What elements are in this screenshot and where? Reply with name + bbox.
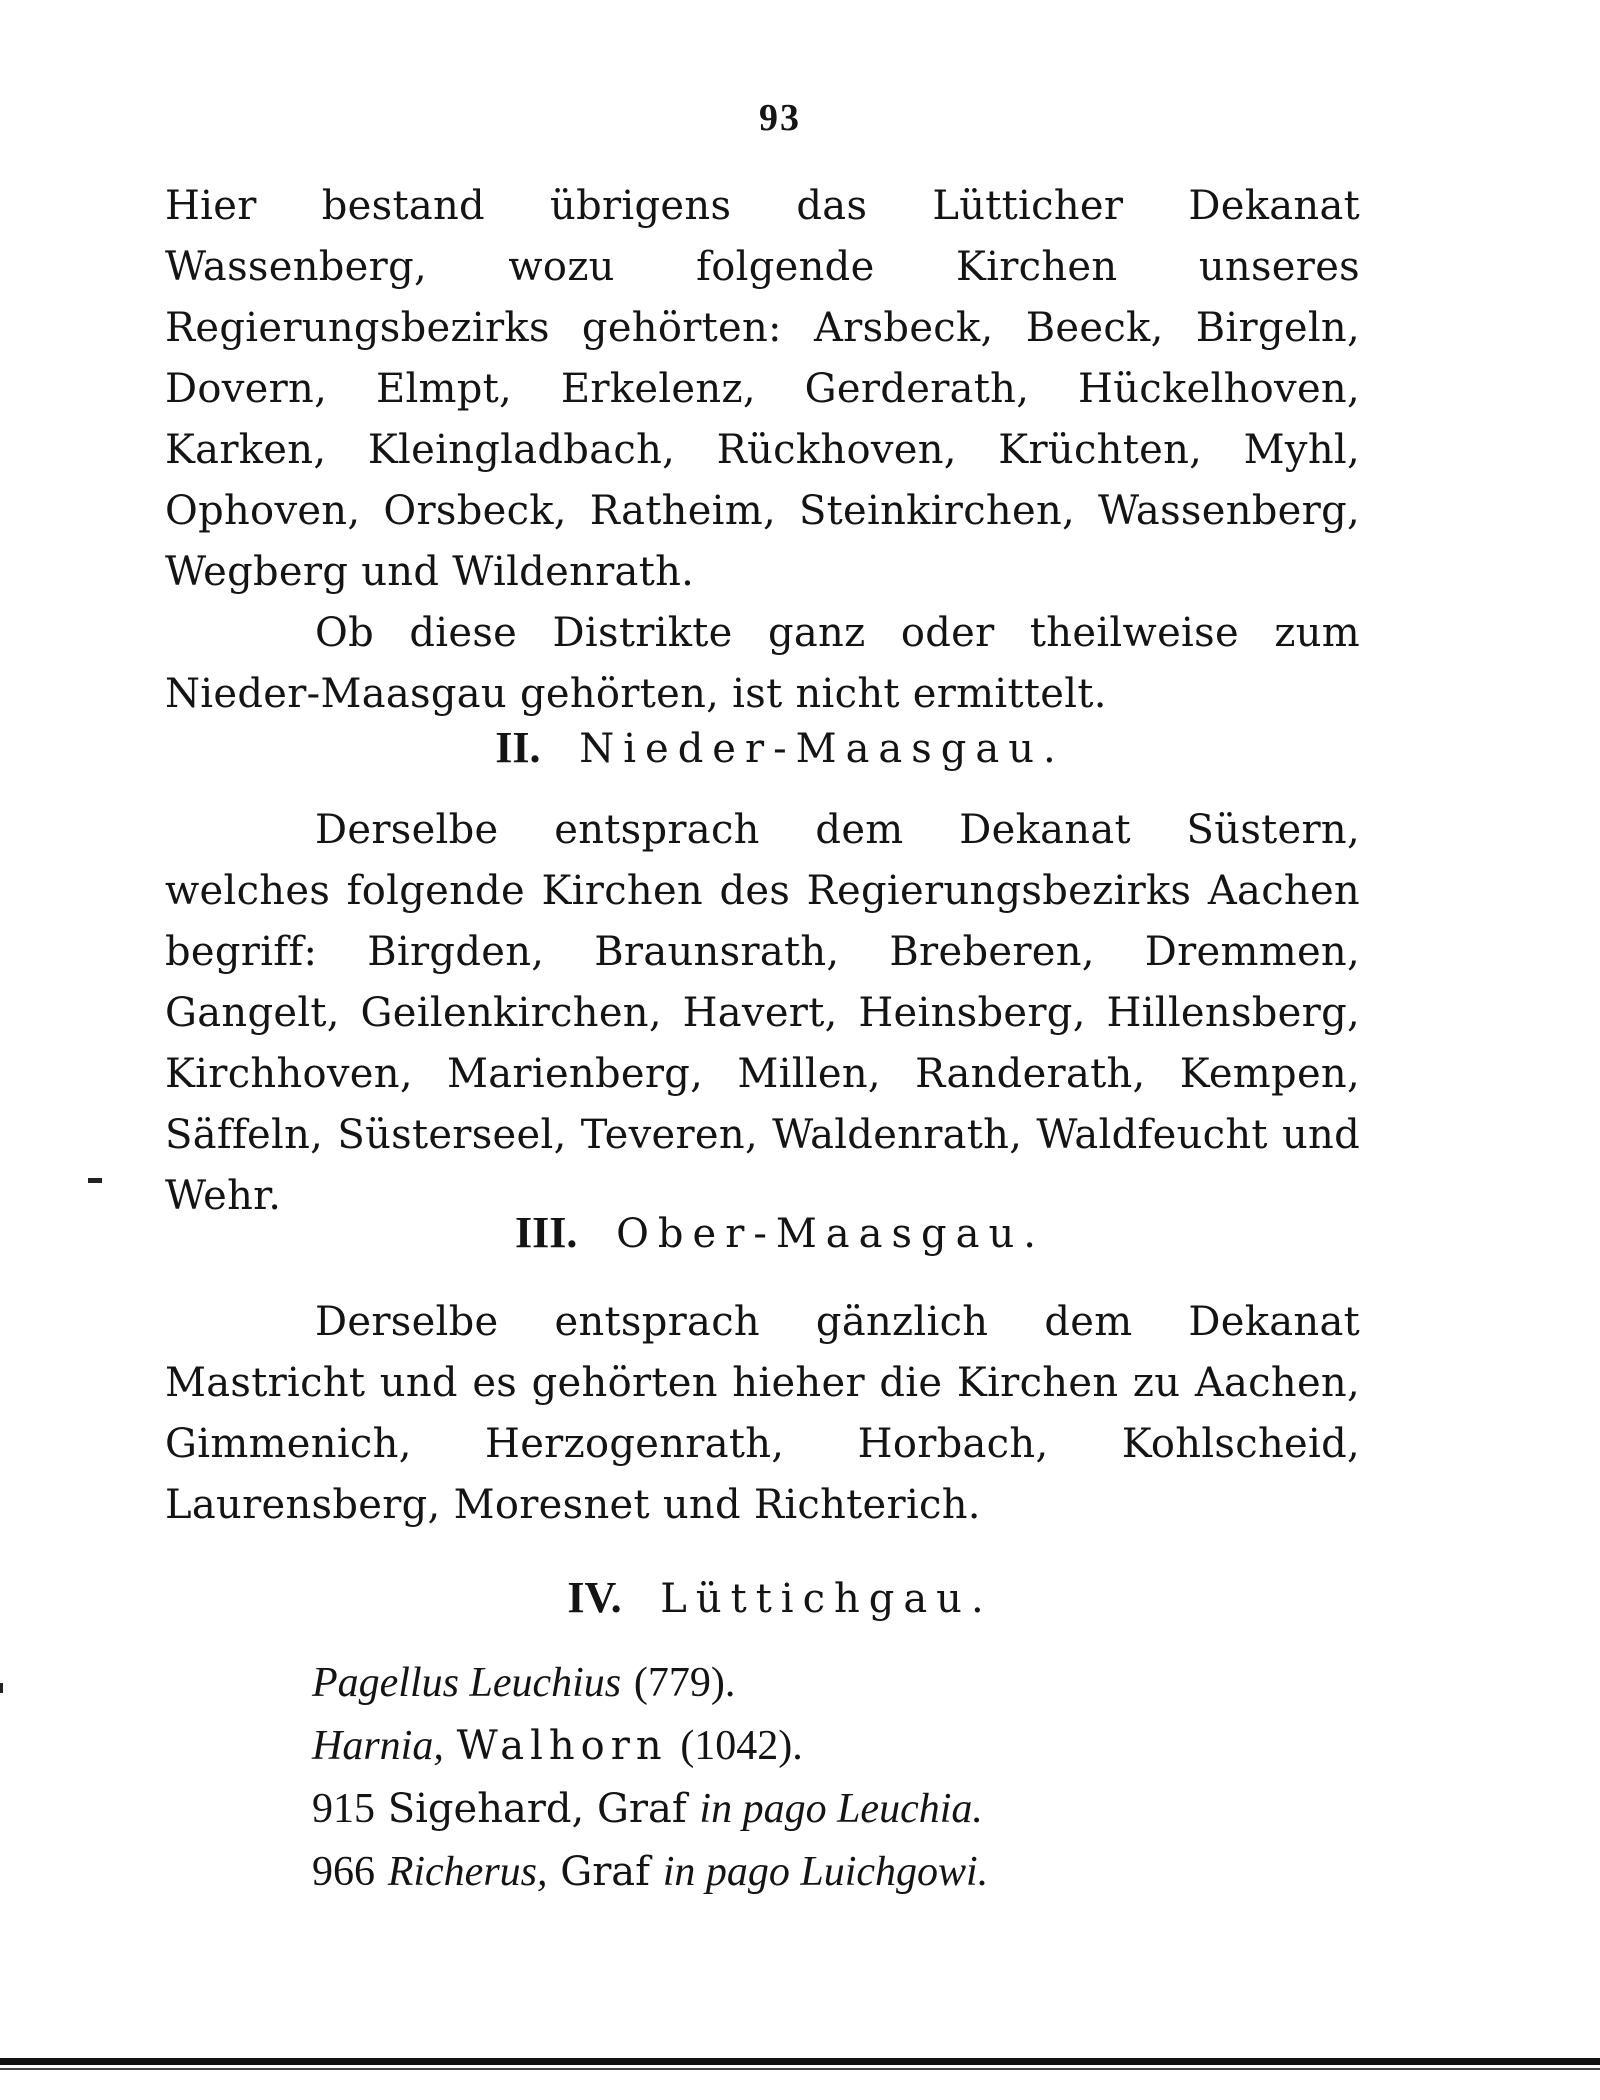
entry-latin: Pagellus Leuchius [312,1660,622,1706]
bottom-rule-thin [0,2068,1600,2070]
intro-paragraph-2: Ob diese Distrikte ganz oder theilweise zum Nieder-Maasgau gehörten, ist nicht ermittelt. [165,610,1360,717]
intro-paragraph-1: Hier bestand übrigens das Lütticher Dekanat Wassenberg, wozu folgende Kirchen unseres Regierungsbezirks gehörten: Arsbeck, Beeck, Birgeln, Dovern, Elmpt, Erkelenz, Gerderath, Hückelhoven, Karken, Kleingladbach, Rückhoven, Krüchten, Myhl, Ophoven, Orsbeck, Ratheim, Steinkirchen, Wassenberg, Wegberg und Wildenrath. [165,183,1360,595]
entry-latin: in pago Leuchia. [699,1786,983,1832]
section-2-block [165,800,1360,1227]
section-numeral: IV. [567,1573,622,1622]
entry-latin: Richerus, [387,1849,548,1895]
page-number: 93 [759,97,801,139]
entry-name: Sigehard, Graf [387,1786,687,1832]
section-heading-ober-maasgau [0,1203,1560,1264]
section-title: Nieder-Maasgau. [579,726,1065,772]
section-3-block [165,1292,1360,1536]
section-numeral: III. [515,1208,578,1257]
entry-name: Graf [560,1849,650,1895]
list-item [312,1715,1412,1778]
intro-block [165,176,1360,725]
section-2-paragraph: Derselbe entsprach dem Dekanat Süstern, welches folgende Kirchen des Regierungsbezirks Aachen begriff: Birgden, Braunsrath, Breberen, Dremmen, Gangelt, Geilenkirchen, Havert, Heinsberg, Hillensberg, Kirchhoven, Marienberg, Millen, Randerath, Kempen, Säffeln, Süsterseel, Teveren, Waldenrath, Waldfeucht und Wehr. [165,807,1360,1219]
entries-list [312,1652,1412,1904]
entry-year: (779). [633,1660,736,1706]
entry-year: (1042). [680,1723,803,1769]
section-numeral: II. [495,723,541,772]
margin-mark [88,1178,102,1183]
list-item [312,1652,1412,1715]
entry-latin: Harnia, [312,1723,444,1769]
entry-year: 915 [312,1786,375,1832]
section-heading-nieder-maasgau [0,718,1560,779]
section-title: Ober-Maasgau. [616,1211,1045,1257]
bottom-rule [0,2058,1600,2065]
entry-name: Walhorn [456,1723,668,1769]
margin-mark [0,1683,3,1693]
entry-latin: in pago Luichgowi. [662,1849,989,1895]
section-title: Lüttichgau. [660,1576,993,1622]
section-3-paragraph: Derselbe entsprach gänzlich dem Dekanat Mastricht und es gehörten hieher die Kirchen zu Aachen, Gimmenich, Herzogenrath, Horbach, Kohlscheid, Laurensberg, Moresnet und Richterich. [165,1299,1360,1528]
section-heading-luettichgau [0,1568,1560,1629]
list-item [312,1841,1412,1904]
list-item [312,1778,1412,1841]
entry-year: 966 [312,1849,375,1895]
